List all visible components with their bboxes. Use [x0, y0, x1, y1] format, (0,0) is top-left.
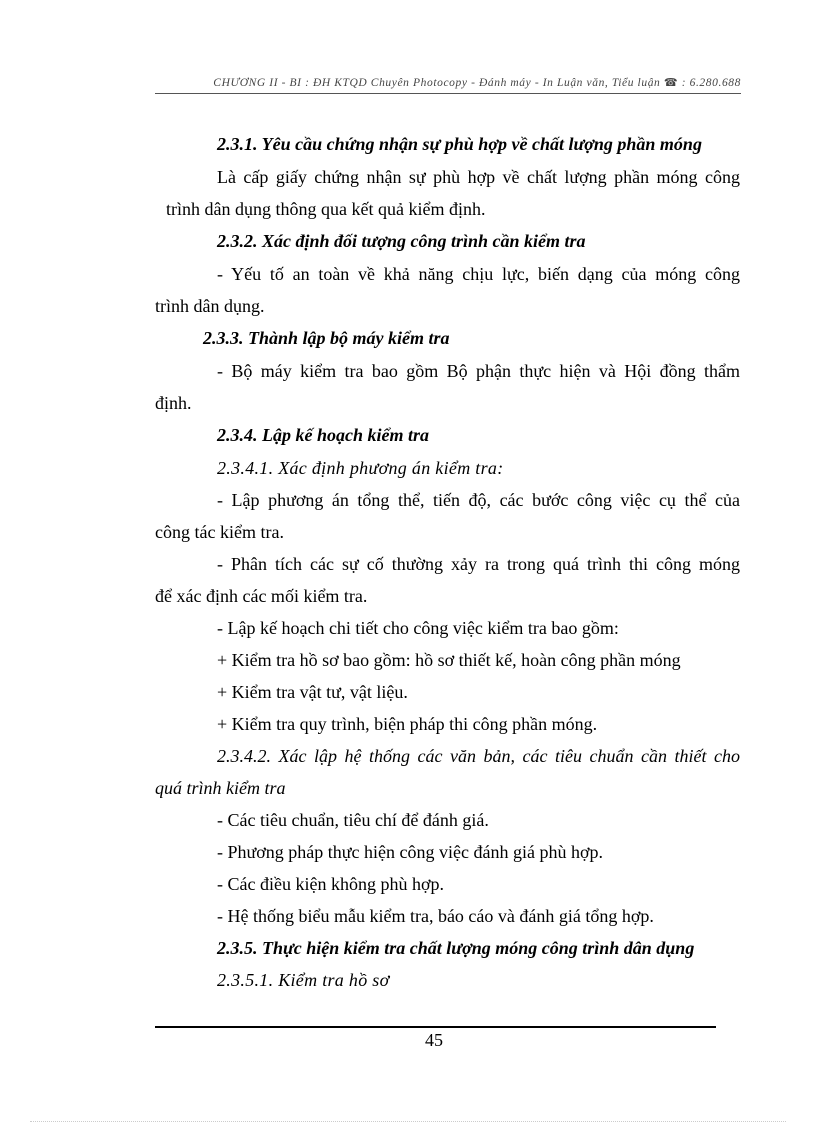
heading-2-3-4-2: 2.3.4.2. Xác lập hệ thống các văn bản, các tiêu chuẩn cần thiết cho [217, 746, 740, 766]
heading-2-3-5-1: 2.3.5.1. Kiểm tra hồ sơ [217, 970, 390, 990]
paragraph-line: trình dân dụng thông qua kết quả kiểm định. [166, 199, 486, 219]
paragraph-line: định. [155, 393, 192, 413]
list-item: - Hệ thống biểu mẫu kiểm tra, báo cáo và đánh giá tổng hợp. [217, 906, 654, 926]
paragraph-line: - Bộ máy kiểm tra bao gồm Bộ phận thực hiện và Hội đồng thẩm [217, 361, 740, 381]
heading-2-3-1: 2.3.1. Yêu cầu chứng nhận sự phù hợp về chất lượng phần móng [217, 134, 702, 154]
page-header [155, 76, 741, 89]
footer-rule [155, 1026, 716, 1028]
heading-2-3-4: 2.3.4. Lập kế hoạch kiểm tra [217, 425, 429, 445]
list-item: - Phương pháp thực hiện công việc đánh giá phù hợp. [217, 842, 603, 862]
heading-2-3-4-1: 2.3.4.1. Xác định phương án kiểm tra: [217, 458, 504, 478]
page-number: 45 [425, 1030, 443, 1050]
heading-2-3-2: 2.3.2. Xác định đối tượng công trình cần kiểm tra [217, 231, 586, 251]
paragraph-line: - Yếu tố an toàn về khả năng chịu lực, biến dạng của móng công [217, 264, 740, 284]
phone-icon: ☎ [663, 77, 679, 89]
header-rule [155, 93, 741, 94]
paragraph-line: trình dân dụng. [155, 296, 265, 316]
list-item: + Kiểm tra hồ sơ bao gồm: hồ sơ thiết kế, hoàn công phần móng [217, 650, 681, 670]
heading-2-3-3: 2.3.3. Thành lập bộ máy kiểm tra [203, 328, 450, 348]
heading-2-3-5: 2.3.5. Thực hiện kiểm tra chất lượng móng công trình dân dụng [217, 938, 695, 958]
paragraph-line: công tác kiểm tra. [155, 522, 284, 542]
list-item: + Kiểm tra vật tư, vật liệu. [217, 682, 408, 702]
header-text: CHƯƠNG II - BI : ĐH KTQD Chuyên Photocopy - Đánh máy - In Luận văn, Tiểu luận [213, 77, 661, 89]
list-item: + Kiểm tra quy trình, biện pháp thi công phần móng. [217, 714, 598, 734]
list-item: - Các tiêu chuẩn, tiêu chí để đánh giá. [217, 810, 489, 830]
paragraph-line: để xác định các mối kiểm tra. [155, 586, 368, 606]
paragraph-line: - Lập kế hoạch chi tiết cho công việc kiểm tra bao gồm: [217, 618, 619, 638]
paragraph-line: - Lập phương án tổng thể, tiến độ, các bước công việc cụ thể của [217, 490, 740, 510]
heading-2-3-4-2-cont: quá trình kiểm tra [155, 778, 286, 798]
list-item: - Các điều kiện không phù hợp. [217, 874, 444, 894]
header-phone: : 6.280.688 [681, 77, 741, 89]
paragraph-line: - Phân tích các sự cố thường xảy ra trong quá trình thi công móng [217, 554, 740, 574]
page-bottom-border [30, 1121, 786, 1122]
paragraph-line: Là cấp giấy chứng nhận sự phù hợp về chất lượng phần móng công [217, 167, 740, 187]
